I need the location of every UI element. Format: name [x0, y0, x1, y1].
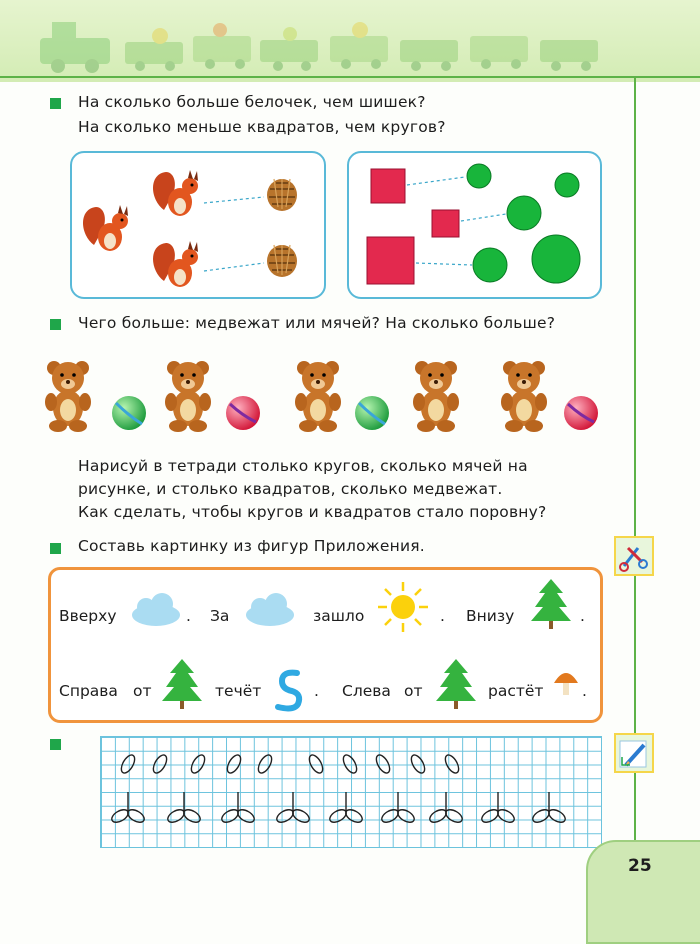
- puzzle-dot: .: [440, 607, 445, 625]
- squares-circles-illustration: [349, 153, 600, 297]
- squirrel-icon: [153, 170, 198, 216]
- puzzle-word: зашло: [313, 607, 365, 625]
- sprout-shape: [328, 792, 365, 825]
- shapes-panel: [347, 151, 602, 299]
- ball-icon: [355, 396, 389, 430]
- puzzle-dot: .: [580, 607, 585, 625]
- bear-icon: [165, 361, 211, 432]
- writing-pattern: [100, 736, 600, 846]
- sprout-shape: [110, 792, 147, 825]
- question-2-line-1: Чего больше: медвежат или мячей? На сколько больше?: [78, 314, 556, 332]
- leaf-shape: [151, 753, 170, 775]
- squirrel-icon: [83, 205, 128, 251]
- ball-icon: [564, 396, 598, 430]
- puzzle-dot: .: [186, 607, 191, 625]
- sprout-shape: [166, 792, 203, 825]
- leaf-shape: [119, 753, 138, 775]
- bear-icon: [413, 361, 459, 432]
- sprout-shape: [428, 792, 465, 825]
- ball-icon: [226, 396, 260, 430]
- sprout-shape: [220, 792, 257, 825]
- puzzle-dot: .: [314, 682, 319, 700]
- puzzle-word: Вверху: [59, 607, 117, 625]
- cloud-icon: [132, 593, 180, 626]
- bear-icon: [501, 361, 547, 432]
- bears-balls-row: [40, 358, 610, 440]
- squirrel-icon: [153, 241, 198, 287]
- puzzle-word: Слева: [342, 682, 391, 700]
- puzzle-word: Внизу: [466, 607, 515, 625]
- puzzle-word: течёт: [215, 682, 262, 700]
- task-line-1: Нарисуй в тетради столько кругов, сколько мячей на: [78, 457, 528, 475]
- pencil-icon: [614, 733, 654, 773]
- page-number: 25: [628, 856, 652, 876]
- train-decoration: [0, 0, 700, 82]
- question-1-line-1: На сколько больше белочек, чем шишек?: [78, 93, 426, 111]
- bullet-square: [50, 98, 61, 109]
- tree-icon: [436, 659, 476, 709]
- leaf-shape: [189, 753, 208, 775]
- squirrels-panel: [70, 151, 326, 299]
- puzzle-word: от: [133, 682, 152, 700]
- question-1-line-2: На сколько меньше квадратов, чем кругов?: [78, 118, 446, 136]
- mushroom-icon: [554, 673, 578, 695]
- puzzle-word: растёт: [488, 682, 544, 700]
- leaf-shape: [443, 753, 462, 775]
- question-3-line-1: Составь картинку из фигур Приложения.: [78, 537, 425, 555]
- bullet-square: [50, 319, 61, 330]
- cloud-icon: [246, 593, 294, 626]
- tree-icon: [162, 659, 202, 709]
- header-banner: [0, 0, 700, 82]
- bullet-square: [50, 543, 61, 554]
- puzzle-word: Справа: [59, 682, 118, 700]
- page-number-tab: [586, 840, 700, 944]
- pinecone-icon: [267, 245, 297, 277]
- river-icon: [278, 673, 299, 709]
- scissors-icon: [614, 536, 654, 576]
- bear-icon: [295, 361, 341, 432]
- sprout-shape: [380, 792, 417, 825]
- sprout-shape: [531, 792, 568, 825]
- squirrels-pinecones-illustration: [72, 153, 324, 297]
- leaf-shape: [225, 753, 244, 775]
- sprout-shape: [275, 792, 312, 825]
- leaf-shape: [341, 753, 360, 775]
- pinecone-icon: [267, 179, 297, 211]
- header-rule: [0, 76, 700, 78]
- leaf-shape: [256, 753, 275, 775]
- bullet-square: [50, 739, 61, 750]
- tree-icon: [531, 579, 571, 629]
- puzzle-word: За: [210, 607, 230, 625]
- leaf-shape: [307, 753, 326, 775]
- task-line-2: рисунке, и столько квадратов, сколько медвежат.: [78, 480, 503, 498]
- task-line-3: Как сделать, чтобы кругов и квадратов стало поровну?: [78, 503, 547, 521]
- bear-icon: [45, 361, 91, 432]
- leaf-shape: [374, 753, 393, 775]
- puzzle-dot: .: [582, 682, 587, 700]
- ball-icon: [112, 396, 146, 430]
- leaf-shape: [409, 753, 428, 775]
- sprout-shape: [480, 792, 517, 825]
- puzzle-word: от: [404, 682, 423, 700]
- sun-icon: [378, 582, 428, 632]
